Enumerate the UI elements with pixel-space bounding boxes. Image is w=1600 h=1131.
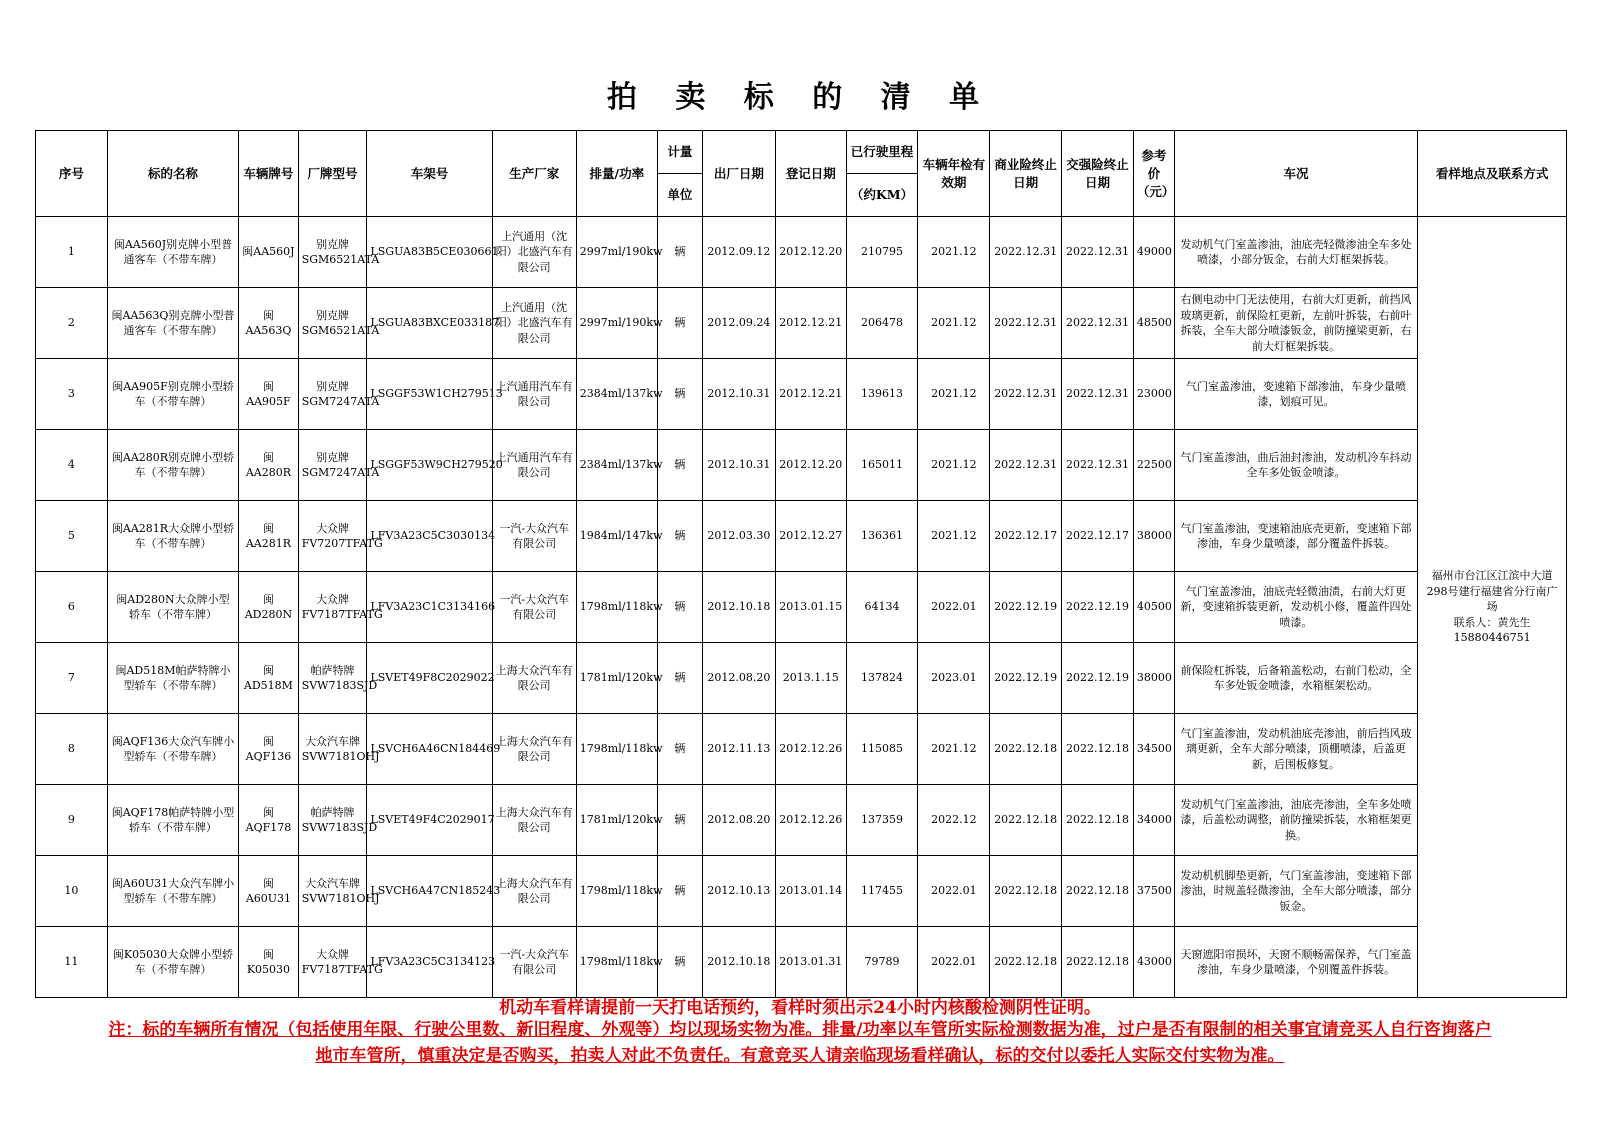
table-row	[36, 856, 1567, 927]
cell-unit: 辆	[657, 927, 702, 998]
cell-unit: 辆	[657, 288, 702, 359]
cell-power: 1781ml/120kw	[576, 785, 657, 856]
cell-register: 2013.01.31	[775, 927, 846, 998]
cell-power: 1798ml/118kw	[576, 856, 657, 927]
cell-name: 闽AD518M帕萨特牌小型轿车（不带车牌）	[107, 643, 238, 714]
header-plate: 车辆牌号	[239, 131, 299, 217]
cell-power: 1798ml/118kw	[576, 714, 657, 785]
cell-plate: 闽AA281R	[239, 501, 299, 572]
cell-maker: 上汽通用汽车有限公司	[492, 359, 576, 430]
cell-model: 大众汽车牌SVW7181OHJ	[298, 856, 367, 927]
cell-manufacture: 2012.08.20	[702, 643, 775, 714]
cell-manufacture: 2012.10.31	[702, 430, 775, 501]
cell-manufacture: 2012.10.13	[702, 856, 775, 927]
cell-inspection: 2022.12	[918, 785, 990, 856]
header-commercial: 商业险终止日期	[990, 131, 1062, 217]
cell-seq: 9	[36, 785, 108, 856]
cell-compulsory: 2022.12.18	[1062, 856, 1134, 927]
table-row	[36, 217, 1567, 288]
cell-compulsory: 2022.12.18	[1062, 785, 1134, 856]
cell-name: 闽AA560J别克牌小型普通客车（不带车牌）	[107, 217, 238, 288]
cell-condition: 气门室盖渗油，变速箱油底壳更新，变速箱下部渗油，车身少量喷漆，部分覆盖件拆装。	[1174, 501, 1417, 572]
cell-mileage: 139613	[846, 359, 918, 430]
cell-vin: LFV3A23C5C3030134	[367, 501, 492, 572]
header-mileage-top: 已行驶里程	[847, 131, 918, 174]
cell-vin: LFV3A23C1C3134166	[367, 572, 492, 643]
cell-plate: 闽A60U31	[239, 856, 299, 927]
header-seq: 序号	[36, 131, 108, 217]
cell-vin: LSGGF53W1CH279513	[367, 359, 492, 430]
cell-manufacture: 2012.09.12	[702, 217, 775, 288]
disclaimer-notice: 注：标的车辆所有情况（包括使用年限、行驶公里数、新旧程度、外观等）均以现场实物为准。排量/功率以车管所实际检测数据为准，过户是否有限制的相关事宜请竞买人自行咨询落户地市车管所，慎重决定是否购买，拍卖人对此不负责任。有意竞买人请亲临现场看样确认，标的交付以委托人实际交付实物为准。	[108, 1020, 1492, 1066]
cell-compulsory: 2022.12.18	[1062, 714, 1134, 785]
cell-mileage: 79789	[846, 927, 918, 998]
cell-name: 闽K05030大众牌小型轿车（不带车牌）	[107, 927, 238, 998]
header-inspection: 车辆年检有效期	[918, 131, 990, 217]
cell-register: 2012.12.21	[775, 288, 846, 359]
cell-model: 帕萨特牌SVW7183SJD	[298, 643, 367, 714]
cell-name: 闽A60U31大众汽车牌小型轿车（不带车牌）	[107, 856, 238, 927]
cell-power: 1984ml/147kw	[576, 501, 657, 572]
cell-power: 2997ml/190kw	[576, 217, 657, 288]
cell-maker: 上海大众汽车有限公司	[492, 785, 576, 856]
cell-price: 43000	[1133, 927, 1174, 998]
cell-compulsory: 2022.12.17	[1062, 501, 1134, 572]
table-row	[36, 927, 1567, 998]
cell-register: 2013.1.15	[775, 643, 846, 714]
cell-compulsory: 2022.12.19	[1062, 643, 1134, 714]
cell-compulsory: 2022.12.18	[1062, 927, 1134, 998]
cell-inspection: 2021.12	[918, 430, 990, 501]
location-address: 福州市台江区江滨中大道298号建行福建省分行南广场	[1426, 569, 1558, 614]
header-manufacture: 出厂日期	[702, 131, 775, 217]
cell-unit: 辆	[657, 714, 702, 785]
table-row	[36, 643, 1567, 714]
table-row	[36, 572, 1567, 643]
cell-compulsory: 2022.12.31	[1062, 430, 1134, 501]
cell-mileage: 165011	[846, 430, 918, 501]
cell-plate: 闽AA563Q	[239, 288, 299, 359]
cell-vin: LSVCH6A46CN184469	[367, 714, 492, 785]
cell-vin: LSGUA83BXCE033187	[367, 288, 492, 359]
cell-condition: 发动机气门室盖渗油，油底壳渗油，全车多处喷漆，后盖松动调整，前防撞梁拆装，水箱框架更换。	[1174, 785, 1417, 856]
cell-power: 2384ml/137kw	[576, 359, 657, 430]
cell-plate: 闽AD518M	[239, 643, 299, 714]
header-unit-top: 计量	[658, 131, 702, 174]
cell-manufacture: 2012.09.24	[702, 288, 775, 359]
cell-condition: 气门室盖渗油，曲后油封渗油，发动机冷车抖动全车多处钣金喷漆。	[1174, 430, 1417, 501]
cell-inspection: 2021.12	[918, 288, 990, 359]
cell-mileage: 64134	[846, 572, 918, 643]
cell-unit: 辆	[657, 430, 702, 501]
cell-model: 大众汽车牌SVW7181OHJ	[298, 714, 367, 785]
cell-model: 别克牌SGM7247ATA	[298, 359, 367, 430]
header-mileage	[846, 131, 918, 217]
cell-seq: 1	[36, 217, 108, 288]
cell-vin: LSGUA83B5CE030661	[367, 217, 492, 288]
cell-plate: 闽AQF178	[239, 785, 299, 856]
header-unit	[657, 131, 702, 217]
cell-commercial: 2022.12.18	[990, 856, 1062, 927]
cell-commercial: 2022.12.31	[990, 359, 1062, 430]
cell-unit: 辆	[657, 856, 702, 927]
cell-seq: 5	[36, 501, 108, 572]
cell-mileage: 136361	[846, 501, 918, 572]
header-model: 厂牌型号	[298, 131, 367, 217]
header-unit-bottom: 单位	[667, 187, 693, 202]
cell-register: 2012.12.20	[775, 217, 846, 288]
cell-name: 闽AA281R大众牌小型轿车（不带车牌）	[107, 501, 238, 572]
cell-condition: 气门室盖渗油，油底壳轻微油渍，右前大灯更新，变速箱拆装更新，发动机小修，覆盖件四处喷漆。	[1174, 572, 1417, 643]
cell-manufacture: 2012.03.30	[702, 501, 775, 572]
cell-price: 40500	[1133, 572, 1174, 643]
cell-condition: 气门室盖渗油，发动机油底壳渗油，前后挡风玻璃更新，全车大部分喷漆，顶棚喷漆，后盖更新，后围板修复。	[1174, 714, 1417, 785]
cell-commercial: 2022.12.31	[990, 288, 1062, 359]
cell-inspection: 2021.12	[918, 217, 990, 288]
cell-maker: 上海大众汽车有限公司	[492, 643, 576, 714]
cell-compulsory: 2022.12.31	[1062, 359, 1134, 430]
cell-manufacture: 2012.10.18	[702, 927, 775, 998]
cell-mileage: 210795	[846, 217, 918, 288]
table-header-row	[36, 131, 1567, 217]
cell-unit: 辆	[657, 572, 702, 643]
cell-seq: 7	[36, 643, 108, 714]
cell-seq: 3	[36, 359, 108, 430]
auction-items-table	[35, 130, 1567, 998]
cell-condition: 前保险杠拆装，后备箱盖松动，右前门松动，全车多处钣金喷漆，水箱框架松动。	[1174, 643, 1417, 714]
cell-commercial: 2022.12.31	[990, 217, 1062, 288]
cell-inspection: 2021.12	[918, 359, 990, 430]
appointment-notice: 机动车看样请提前一天打电话预约，看样时须出示24小时内核酸检测阴性证明。	[499, 998, 1101, 1018]
cell-compulsory: 2022.12.31	[1062, 217, 1134, 288]
cell-vin: LSVET49F8C2029022	[367, 643, 492, 714]
cell-register: 2012.12.21	[775, 359, 846, 430]
cell-price: 37500	[1133, 856, 1174, 927]
cell-mileage: 137359	[846, 785, 918, 856]
cell-compulsory: 2022.12.31	[1062, 288, 1134, 359]
cell-price: 48500	[1133, 288, 1174, 359]
header-vin: 车架号	[367, 131, 492, 217]
header-power: 排量/功率	[576, 131, 657, 217]
cell-inspection: 2021.12	[918, 714, 990, 785]
cell-inspection: 2022.01	[918, 572, 990, 643]
cell-seq: 2	[36, 288, 108, 359]
cell-maker: 上汽通用（沈阳）北盛汽车有限公司	[492, 288, 576, 359]
table-row	[36, 359, 1567, 430]
cell-commercial: 2022.12.18	[990, 785, 1062, 856]
location-phone: 15880446751	[1453, 631, 1531, 645]
cell-plate: 闽AA280R	[239, 430, 299, 501]
cell-price: 38000	[1133, 643, 1174, 714]
cell-register: 2013.01.15	[775, 572, 846, 643]
cell-maker: 一汽-大众汽车有限公司	[492, 927, 576, 998]
cell-price: 34500	[1133, 714, 1174, 785]
cell-commercial: 2022.12.31	[990, 430, 1062, 501]
cell-power: 1798ml/118kw	[576, 927, 657, 998]
cell-plate: 闽AD280N	[239, 572, 299, 643]
cell-power: 2997ml/190kw	[576, 288, 657, 359]
cell-name: 闽AA280R别克牌小型轿车（不带车牌）	[107, 430, 238, 501]
cell-price: 38000	[1133, 501, 1174, 572]
cell-power: 1781ml/120kw	[576, 643, 657, 714]
header-condition: 车况	[1174, 131, 1417, 217]
cell-condition: 右侧电动中门无法使用，右前大灯更新，前挡风玻璃更新，前保险杠更新，左前叶拆装，右前叶拆装，全车大部分喷漆钣金，前防撞梁更新，右前大灯框架拆装。	[1174, 288, 1417, 359]
header-mileage-bottom: （约KM）	[850, 187, 914, 202]
cell-plate: 闽K05030	[239, 927, 299, 998]
cell-commercial: 2022.12.18	[990, 927, 1062, 998]
cell-commercial: 2022.12.18	[990, 714, 1062, 785]
cell-price: 49000	[1133, 217, 1174, 288]
cell-inspection: 2021.12	[918, 501, 990, 572]
cell-register: 2012.12.27	[775, 501, 846, 572]
cell-plate: 闽AQF136	[239, 714, 299, 785]
cell-inspection: 2022.01	[918, 856, 990, 927]
cell-commercial: 2022.12.19	[990, 572, 1062, 643]
cell-unit: 辆	[657, 217, 702, 288]
cell-plate: 闽AA905F	[239, 359, 299, 430]
cell-unit: 辆	[657, 785, 702, 856]
header-price: 参考价（元）	[1133, 131, 1174, 217]
cell-power: 2384ml/137kw	[576, 430, 657, 501]
table-row	[36, 288, 1567, 359]
cell-maker: 上海大众汽车有限公司	[492, 714, 576, 785]
cell-unit: 辆	[657, 359, 702, 430]
cell-register: 2012.12.20	[775, 430, 846, 501]
cell-maker: 一汽-大众汽车有限公司	[492, 572, 576, 643]
cell-mileage: 206478	[846, 288, 918, 359]
header-location: 看样地点及联系方式	[1418, 131, 1567, 217]
cell-price: 34000	[1133, 785, 1174, 856]
cell-model: 大众牌FV7207TFATG	[298, 501, 367, 572]
cell-vin: LFV3A23C5C3134123	[367, 927, 492, 998]
cell-manufacture: 2012.08.20	[702, 785, 775, 856]
cell-commercial: 2022.12.17	[990, 501, 1062, 572]
cell-manufacture: 2012.10.18	[702, 572, 775, 643]
table-row	[36, 501, 1567, 572]
cell-model: 大众牌FV7187TFATG	[298, 572, 367, 643]
cell-manufacture: 2012.11.13	[702, 714, 775, 785]
header-name: 标的名称	[107, 131, 238, 217]
cell-unit: 辆	[657, 643, 702, 714]
cell-model: 别克牌SGM7247ATA	[298, 430, 367, 501]
cell-register: 2012.12.26	[775, 785, 846, 856]
location-contact: 联系人：黄先生	[1453, 615, 1531, 629]
cell-seq: 11	[36, 927, 108, 998]
table-row	[36, 430, 1567, 501]
cell-unit: 辆	[657, 501, 702, 572]
cell-vin: LSGGF53W9CH279520	[367, 430, 492, 501]
cell-model: 帕萨特牌SVW7183SJD	[298, 785, 367, 856]
cell-seq: 8	[36, 714, 108, 785]
cell-power: 1798ml/118kw	[576, 572, 657, 643]
cell-name: 闽AA563Q别克牌小型普通客车（不带车牌）	[107, 288, 238, 359]
table-row	[36, 785, 1567, 856]
cell-mileage: 137824	[846, 643, 918, 714]
cell-vin: LSVET49F4C2029017	[367, 785, 492, 856]
cell-location	[1418, 217, 1567, 998]
header-maker: 生产厂家	[492, 131, 576, 217]
cell-seq: 4	[36, 430, 108, 501]
cell-register: 2013.01.14	[775, 856, 846, 927]
cell-vin: LSVCH6A47CN185243	[367, 856, 492, 927]
cell-condition: 发动机气门室盖渗油，油底壳轻微渗油全车多处喷漆，小部分钣金，右前大灯框架拆装。	[1174, 217, 1417, 288]
cell-model: 别克牌SGM6521ATA	[298, 217, 367, 288]
cell-compulsory: 2022.12.19	[1062, 572, 1134, 643]
cell-name: 闽AD280N大众牌小型轿车（不带车牌）	[107, 572, 238, 643]
cell-condition: 天窗遮阳帘损坏，天窗不顺畅需保养，气门室盖渗油，车身少量喷漆，个别覆盖件拆装。	[1174, 927, 1417, 998]
cell-manufacture: 2012.10.31	[702, 359, 775, 430]
cell-condition: 发动机机脚垫更新，气门室盖渗油，变速箱下部渗油，时规盖轻微渗油，全车大部分喷漆，部分钣金。	[1174, 856, 1417, 927]
cell-inspection: 2023.01	[918, 643, 990, 714]
cell-model: 大众牌FV7187TFATG	[298, 927, 367, 998]
cell-register: 2012.12.26	[775, 714, 846, 785]
cell-maker: 上海大众汽车有限公司	[492, 856, 576, 927]
cell-name: 闽AQF136大众汽车牌小型轿车（不带车牌）	[107, 714, 238, 785]
cell-name: 闽AQF178帕萨特牌小型轿车（不带车牌）	[107, 785, 238, 856]
cell-inspection: 2022.01	[918, 927, 990, 998]
cell-seq: 6	[36, 572, 108, 643]
cell-plate: 闽AA560J	[239, 217, 299, 288]
cell-price: 22500	[1133, 430, 1174, 501]
cell-maker: 上汽通用（沈阳）北盛汽车有限公司	[492, 217, 576, 288]
cell-price: 23000	[1133, 359, 1174, 430]
cell-condition: 气门室盖渗油，变速箱下部渗油，车身少量喷漆，划痕可见。	[1174, 359, 1417, 430]
cell-maker: 上汽通用汽车有限公司	[492, 430, 576, 501]
table-row	[36, 714, 1567, 785]
header-compulsory: 交强险终止日期	[1062, 131, 1134, 217]
cell-seq: 10	[36, 856, 108, 927]
cell-name: 闽AA905F别克牌小型轿车（不带车牌）	[107, 359, 238, 430]
header-register: 登记日期	[775, 131, 846, 217]
page-title: 拍 卖 标 的 清 单	[606, 80, 994, 115]
cell-maker: 一汽-大众汽车有限公司	[492, 501, 576, 572]
cell-mileage: 117455	[846, 856, 918, 927]
cell-mileage: 115085	[846, 714, 918, 785]
cell-commercial: 2022.12.19	[990, 643, 1062, 714]
cell-model: 别克牌SGM6521ATA	[298, 288, 367, 359]
